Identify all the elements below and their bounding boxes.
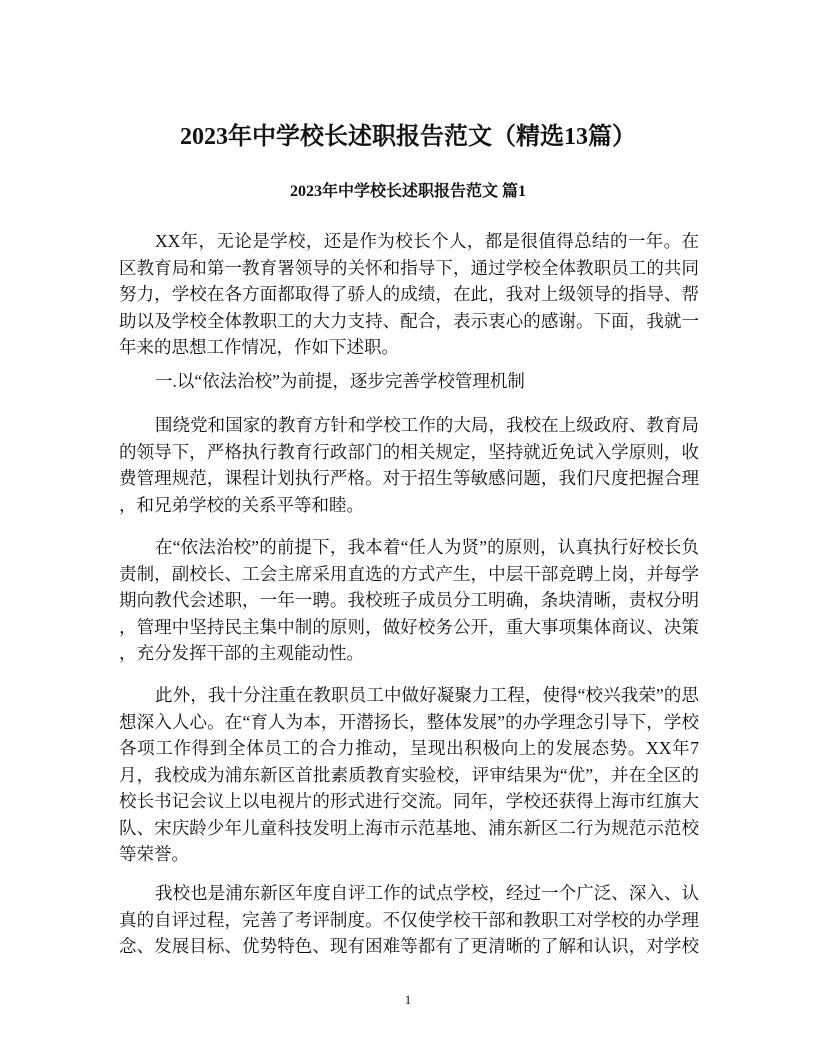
text-line: 校长书记会议上以电视片的形式进行交流。同年，学校还获得上海市红旗大 [119, 791, 699, 811]
text-line: 在“依法治校”的前提下，我本着“任人为贤”的原则，认真执行好校长负 [155, 537, 699, 557]
text-line: 一.以“依法治校”为前提，逐步完善学校管理机制 [155, 371, 525, 391]
text-line: 费管理规范，课程计划执行严格。对于招生等敏感问题，我们尺度把握合理 [119, 468, 699, 488]
text-line: 围绕党和国家的教育方针和学校工作的大局，我校在上级政府、教育局 [155, 415, 699, 435]
text-line: 区教育局和第一教育署领导的关怀和指导下，通过学校全体教职员工的共同 [119, 257, 699, 278]
text-line: 我校也是浦东新区年度自评工作的试点学校，经过一个广泛、深入、认 [155, 883, 699, 903]
section-heading: 2023年中学校长述职报告范文 篇1 [289, 183, 526, 200]
text-line: 月，我校成为浦东新区首批素质教育实验校，评审结果为“优”，并在全区的 [119, 764, 699, 785]
text-line: 的领导下，严格执行教育行政部门的相关规定，坚持就近免试入学原则，收 [119, 441, 699, 462]
text-line: ，管理中坚持民主集中制的原则，做好校务公开，重大事项集体商议、决策 [119, 616, 699, 637]
document-title: 2023年中学校长述职报告范文（精选13篇） [180, 124, 636, 150]
page-number: 1 [404, 992, 412, 1007]
text-line: 年来的思想工作情况，作如下述职。 [119, 337, 399, 357]
text-line: 期向教代会述职，一年一聘。我校班子成员分工明确，条块清晰，责权分明 [119, 590, 699, 610]
text-line: XX年，无论是学校，还是作为校长个人，都是很值得总结的一年。在 [155, 231, 699, 251]
text-line: 队、宋庆龄少年儿童科技发明上海市示范基地、浦东新区二行为规范示范校 [119, 817, 699, 838]
text-line: 此外，我十分注重在教职员工中做好凝聚力工程，使得“校兴我荣”的思 [155, 685, 699, 705]
text-line: 各项工作得到全体员工的合力推动，呈现出积极向上的发展态势。XX年7 [119, 738, 699, 758]
text-line: 等荣誉。 [119, 844, 189, 864]
text-line: 责制，副校长、工会主席采用直选的方式产生，中层干部竞聘上岗，并每学 [119, 563, 699, 584]
text-line: ，和兄弟学校的关系平等和睦。 [119, 494, 364, 515]
text-line: ，充分发挥干部的主观能动性。 [119, 643, 364, 663]
text-line: 想深入人心。在“育人为本，开潜扬长，整体发展”的办学理念引导下，学校 [119, 711, 699, 732]
text-line: 助以及学校全体教职工的大力支持、配合，表示衷心的感谢。下面，我就一 [119, 310, 699, 331]
text-line: 念、发展目标、优势特色、现有困难等都有了更清晰的了解和认识，对学校 [119, 936, 699, 956]
text-line: 真的自评过程，完善了考评制度。不仅使学校干部和教职工对学校的办学理 [119, 909, 699, 930]
text-line: 努力，学校在各方面都取得了骄人的成绩，在此，我对上级领导的指导、帮 [119, 284, 699, 304]
